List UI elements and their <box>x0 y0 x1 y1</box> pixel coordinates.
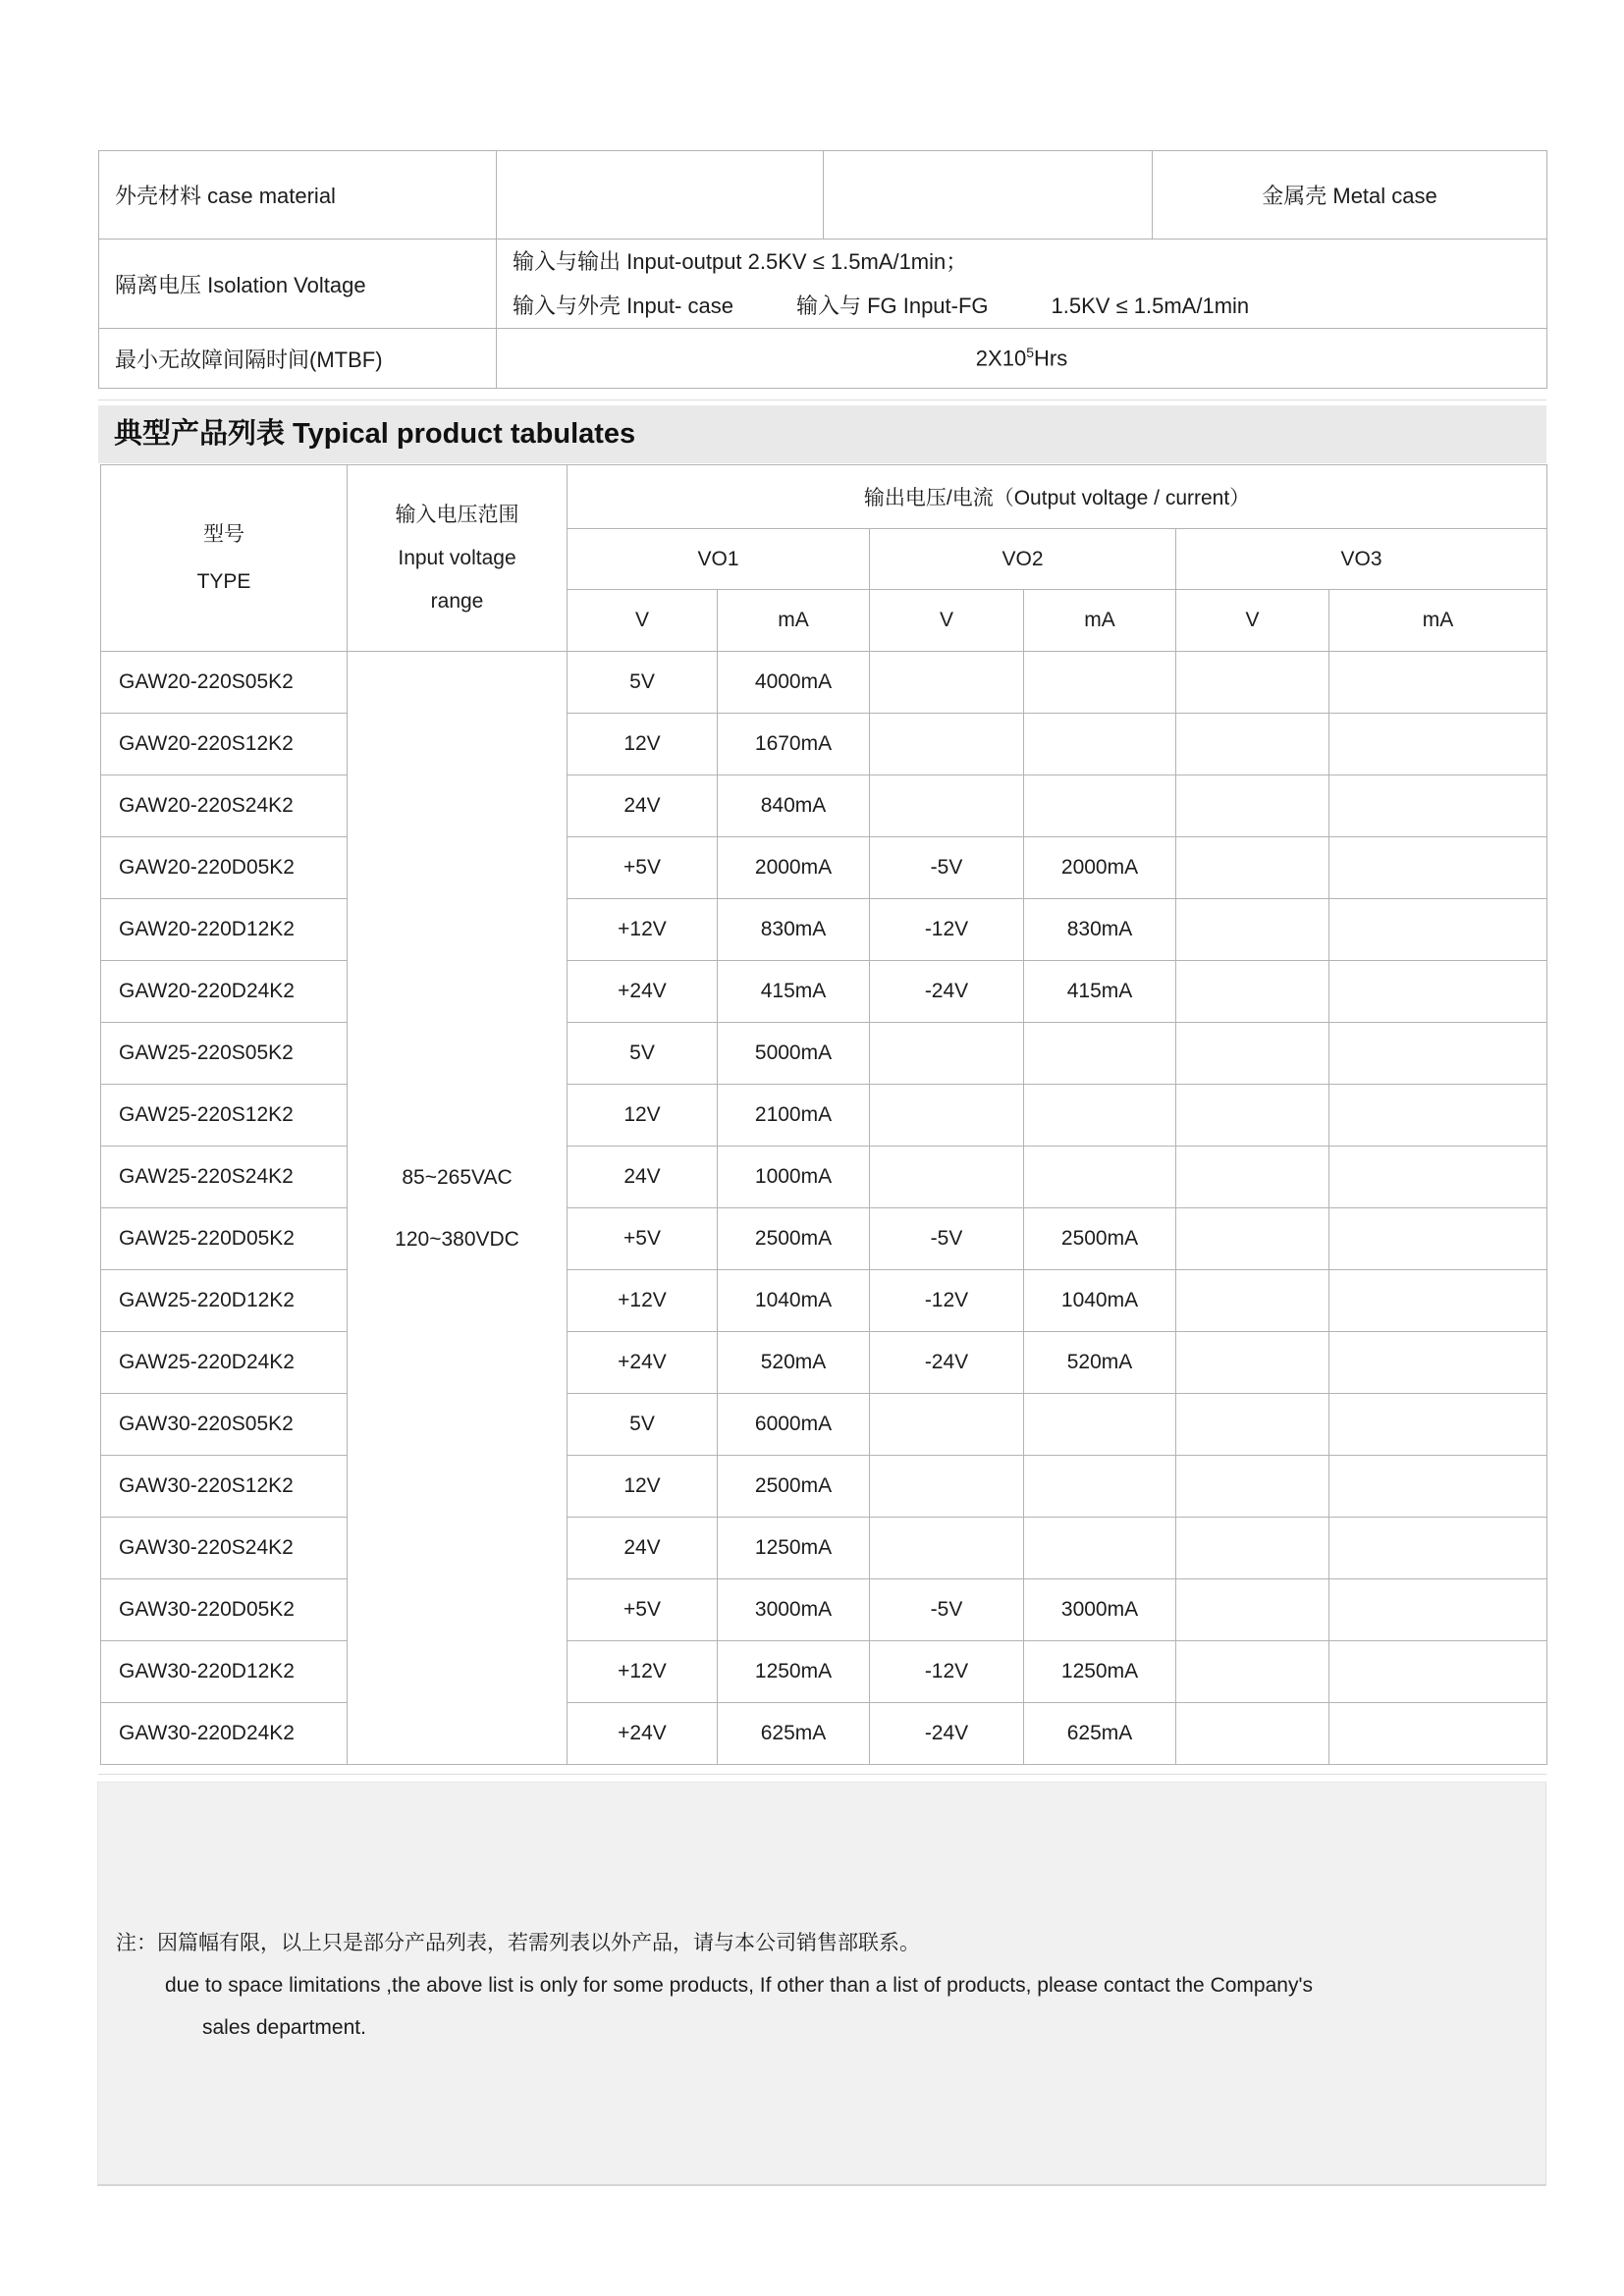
vo1-v-cell: +24V <box>568 961 718 1023</box>
vo1-ma-cell: 625mA <box>718 1703 870 1765</box>
vo2-v-cell: -24V <box>870 1332 1024 1394</box>
vo2-v-cell: -24V <box>870 1703 1024 1765</box>
vo1-ma-cell: 2500mA <box>718 1208 870 1270</box>
vo2-v-cell <box>870 1518 1024 1579</box>
product-row <box>101 1579 1547 1641</box>
vo2-v-cell <box>870 652 1024 714</box>
vo1-ma-cell: 415mA <box>718 961 870 1023</box>
product-row <box>101 1456 1547 1518</box>
vo2-header: VO2 <box>870 529 1176 590</box>
vo3-v-cell <box>1176 1270 1329 1332</box>
note-line-en-1: due to space limitations ,the above list is only for some products, If other than a list of products, please contact the Company's <box>165 1974 1313 1997</box>
product-row <box>101 1332 1547 1394</box>
vo3-v-cell <box>1176 1641 1329 1703</box>
vo2-v-header: V <box>870 590 1024 652</box>
vo1-v-header: V <box>568 590 718 652</box>
product-row <box>101 899 1547 961</box>
vo3-header: VO3 <box>1176 529 1547 590</box>
vo1-v-cell: 12V <box>568 1456 718 1518</box>
mtbf-value-suffix: Hrs <box>1033 346 1068 371</box>
vo2-ma-cell: 1250mA <box>1024 1641 1176 1703</box>
vo3-v-cell <box>1176 714 1329 775</box>
vo3-ma-cell <box>1329 1394 1547 1456</box>
vo1-v-cell: 12V <box>568 714 718 775</box>
vo1-ma-cell: 2500mA <box>718 1456 870 1518</box>
input-range-line-2: 120~380VDC <box>395 1227 519 1251</box>
input-voltage-header-en1: Input voltage <box>398 546 516 569</box>
vo2-v-cell <box>870 1456 1024 1518</box>
product-row <box>101 1641 1547 1703</box>
vo2-v-cell: -5V <box>870 837 1024 899</box>
product-table <box>100 464 1547 1765</box>
vo2-ma-cell: 830mA <box>1024 899 1176 961</box>
vo2-ma-cell <box>1024 1023 1176 1085</box>
section-title-bar <box>98 405 1546 463</box>
isolation-line-1: 输入与输出 Input-output 2.5KV ≤ 1.5mA/1min； <box>513 249 968 274</box>
model-cell: GAW25-220D12K2 <box>101 1270 348 1332</box>
vo2-v-cell <box>870 1147 1024 1208</box>
model-cell: GAW30-220S12K2 <box>101 1456 348 1518</box>
vo3-v-cell <box>1176 837 1329 899</box>
vo2-ma-header: mA <box>1024 590 1176 652</box>
vo3-v-header: V <box>1176 590 1329 652</box>
vo1-ma-cell: 830mA <box>718 899 870 961</box>
vo3-ma-cell <box>1329 652 1547 714</box>
product-row <box>101 775 1547 837</box>
model-cell: GAW25-220S12K2 <box>101 1085 348 1147</box>
product-row <box>101 1394 1547 1456</box>
mtbf-value-prefix: 2X10 <box>975 346 1027 371</box>
vo1-v-cell: +5V <box>568 837 718 899</box>
vo3-ma-cell <box>1329 1518 1547 1579</box>
vo1-ma-cell: 6000mA <box>718 1394 870 1456</box>
model-cell: GAW20-220D24K2 <box>101 961 348 1023</box>
type-header-en: TYPE <box>196 569 251 593</box>
vo1-v-cell: 24V <box>568 1518 718 1579</box>
vo1-v-cell: +12V <box>568 899 718 961</box>
model-cell: GAW20-220D12K2 <box>101 899 348 961</box>
product-row <box>101 1703 1547 1765</box>
vo3-v-cell <box>1176 1208 1329 1270</box>
vo3-ma-cell <box>1329 837 1547 899</box>
vo1-ma-cell: 2000mA <box>718 837 870 899</box>
vo1-ma-cell: 1000mA <box>718 1147 870 1208</box>
vo1-ma-cell: 1040mA <box>718 1270 870 1332</box>
vo3-ma-cell <box>1329 1332 1547 1394</box>
isolation-line2-rating: 1.5KV ≤ 1.5mA/1min <box>1051 294 1250 318</box>
input-voltage-header-zh: 输入电压范围 <box>395 503 519 526</box>
vo2-v-cell: -12V <box>870 899 1024 961</box>
product-row <box>101 961 1547 1023</box>
vo2-v-cell <box>870 775 1024 837</box>
vo1-v-cell: +24V <box>568 1332 718 1394</box>
vo3-v-cell <box>1176 1394 1329 1456</box>
case-material-empty-cell-1 <box>497 151 824 240</box>
vo2-v-cell: -5V <box>870 1579 1024 1641</box>
vo1-ma-cell: 840mA <box>718 775 870 837</box>
vo1-ma-cell: 2100mA <box>718 1085 870 1147</box>
vo1-ma-cell: 520mA <box>718 1332 870 1394</box>
vo3-v-cell <box>1176 775 1329 837</box>
vo1-ma-cell: 1250mA <box>718 1518 870 1579</box>
model-cell: GAW20-220D05K2 <box>101 837 348 899</box>
vo2-ma-cell <box>1024 652 1176 714</box>
product-row <box>101 1085 1547 1147</box>
input-voltage-header-cell <box>348 465 568 652</box>
vo2-v-cell <box>870 1023 1024 1085</box>
note-line-zh: 注：因篇幅有限，以上只是部分产品列表，若需列表以外产品，请与本公司销售部联系。 <box>116 1932 920 1954</box>
model-cell: GAW25-220S24K2 <box>101 1147 348 1208</box>
vo2-v-cell: -12V <box>870 1270 1024 1332</box>
model-cell: GAW30-220S05K2 <box>101 1394 348 1456</box>
model-cell: GAW30-220S24K2 <box>101 1518 348 1579</box>
vo1-v-cell: +12V <box>568 1641 718 1703</box>
vo3-ma-cell <box>1329 714 1547 775</box>
product-row <box>101 714 1547 775</box>
vo3-v-cell <box>1176 1703 1329 1765</box>
vo3-ma-cell <box>1329 1023 1547 1085</box>
vo3-v-cell <box>1176 652 1329 714</box>
vo1-ma-cell: 5000mA <box>718 1023 870 1085</box>
note-line-en-2: sales department. <box>202 2016 366 2039</box>
case-material-value: 金属壳 Metal case <box>1153 151 1547 240</box>
vo2-ma-cell <box>1024 775 1176 837</box>
model-cell: GAW30-220D12K2 <box>101 1641 348 1703</box>
vo1-v-cell: 5V <box>568 1023 718 1085</box>
vo3-v-cell <box>1176 961 1329 1023</box>
vo1-v-cell: +12V <box>568 1270 718 1332</box>
spec-table <box>98 150 1547 389</box>
product-header-row-1 <box>101 465 1547 529</box>
product-row <box>101 1270 1547 1332</box>
vo1-ma-cell: 1670mA <box>718 714 870 775</box>
model-cell: GAW20-220S24K2 <box>101 775 348 837</box>
vo2-v-cell <box>870 714 1024 775</box>
product-row <box>101 1208 1547 1270</box>
vo3-v-cell <box>1176 1518 1329 1579</box>
case-material-label: 外壳材料 case material <box>99 151 497 240</box>
vo2-ma-cell <box>1024 714 1176 775</box>
model-cell: GAW30-220D05K2 <box>101 1579 348 1641</box>
type-header-cell <box>101 465 348 652</box>
isolation-line2-input-case: 输入与外壳 Input- case <box>513 294 733 318</box>
product-row <box>101 1147 1547 1208</box>
vo2-ma-cell: 520mA <box>1024 1332 1176 1394</box>
vo3-ma-cell <box>1329 1147 1547 1208</box>
case-material-empty-cell-2 <box>824 151 1153 240</box>
input-voltage-range-cell <box>348 652 568 1765</box>
vo2-ma-cell <box>1024 1518 1176 1579</box>
vo2-v-cell: -12V <box>870 1641 1024 1703</box>
vo1-v-cell: +5V <box>568 1579 718 1641</box>
product-row <box>101 837 1547 899</box>
vo1-v-cell: 5V <box>568 1394 718 1456</box>
vo3-ma-cell <box>1329 1270 1547 1332</box>
model-cell: GAW25-220S05K2 <box>101 1023 348 1085</box>
vo2-v-cell <box>870 1394 1024 1456</box>
mtbf-value-exponent: 5 <box>1026 345 1034 361</box>
vo3-ma-cell <box>1329 1208 1547 1270</box>
vo3-v-cell <box>1176 1579 1329 1641</box>
vo2-ma-cell <box>1024 1394 1176 1456</box>
vo2-ma-cell <box>1024 1456 1176 1518</box>
vo3-ma-cell <box>1329 1579 1547 1641</box>
vo3-ma-cell <box>1329 1641 1547 1703</box>
input-voltage-header-en2: range <box>430 589 484 613</box>
input-range-line-1: 85~265VAC <box>402 1165 513 1189</box>
mtbf-value <box>497 329 1547 389</box>
vo2-ma-cell: 2500mA <box>1024 1208 1176 1270</box>
vo3-ma-cell <box>1329 1703 1547 1765</box>
vo3-v-cell <box>1176 1332 1329 1394</box>
vo2-ma-cell: 1040mA <box>1024 1270 1176 1332</box>
isolation-line2-input-fg: 输入与 FG Input-FG <box>795 294 989 318</box>
vo2-v-cell: -5V <box>870 1208 1024 1270</box>
vo3-ma-cell <box>1329 1085 1547 1147</box>
section-title: 典型产品列表 Typical product tabulates <box>114 418 636 450</box>
vo3-ma-cell <box>1329 961 1547 1023</box>
vo3-ma-cell <box>1329 775 1547 837</box>
vo1-v-cell: 5V <box>568 652 718 714</box>
isolation-voltage-label: 隔离电压 Isolation Voltage <box>99 240 497 329</box>
vo3-ma-cell <box>1329 899 1547 961</box>
vo1-ma-cell: 4000mA <box>718 652 870 714</box>
vo3-v-cell <box>1176 1085 1329 1147</box>
model-cell: GAW20-220S12K2 <box>101 714 348 775</box>
spec-row-case-material <box>99 151 1547 240</box>
vo3-v-cell <box>1176 899 1329 961</box>
type-header-zh: 型号 <box>203 522 244 546</box>
vo1-ma-cell: 3000mA <box>718 1579 870 1641</box>
vo2-v-cell: -24V <box>870 961 1024 1023</box>
model-cell: GAW20-220S05K2 <box>101 652 348 714</box>
vo2-ma-cell <box>1024 1085 1176 1147</box>
vo2-ma-cell: 2000mA <box>1024 837 1176 899</box>
vo1-ma-header: mA <box>718 590 870 652</box>
mtbf-label: 最小无故障间隔时间(MTBF) <box>99 329 497 389</box>
vo1-v-cell: +5V <box>568 1208 718 1270</box>
product-rows <box>101 652 1547 1765</box>
vo3-v-cell <box>1176 1147 1329 1208</box>
vo1-v-cell: 24V <box>568 1147 718 1208</box>
vo2-ma-cell: 415mA <box>1024 961 1176 1023</box>
spec-row-isolation-voltage <box>99 240 1547 329</box>
vo2-ma-cell: 3000mA <box>1024 1579 1176 1641</box>
vo1-v-cell: 12V <box>568 1085 718 1147</box>
vo1-ma-cell: 1250mA <box>718 1641 870 1703</box>
divider-line <box>98 1774 1546 1775</box>
vo3-v-cell <box>1176 1456 1329 1518</box>
vo3-ma-cell <box>1329 1456 1547 1518</box>
vo1-header: VO1 <box>568 529 870 590</box>
spec-row-mtbf <box>99 329 1547 389</box>
model-cell: GAW25-220D05K2 <box>101 1208 348 1270</box>
product-row <box>101 1023 1547 1085</box>
product-row <box>101 652 1547 714</box>
model-cell: GAW25-220D24K2 <box>101 1332 348 1394</box>
vo2-v-cell <box>870 1085 1024 1147</box>
product-row <box>101 1518 1547 1579</box>
isolation-voltage-value <box>497 240 1547 329</box>
vo3-ma-header: mA <box>1329 590 1547 652</box>
vo1-v-cell: 24V <box>568 775 718 837</box>
model-cell: GAW30-220D24K2 <box>101 1703 348 1765</box>
vo2-ma-cell <box>1024 1147 1176 1208</box>
vo2-ma-cell: 625mA <box>1024 1703 1176 1765</box>
isolation-line-2 <box>513 284 1546 328</box>
note-panel <box>97 1782 1546 2186</box>
vo3-v-cell <box>1176 1023 1329 1085</box>
vo1-v-cell: +24V <box>568 1703 718 1765</box>
output-voltage-current-header: 输出电压/电流（Output voltage / current） <box>568 465 1547 529</box>
